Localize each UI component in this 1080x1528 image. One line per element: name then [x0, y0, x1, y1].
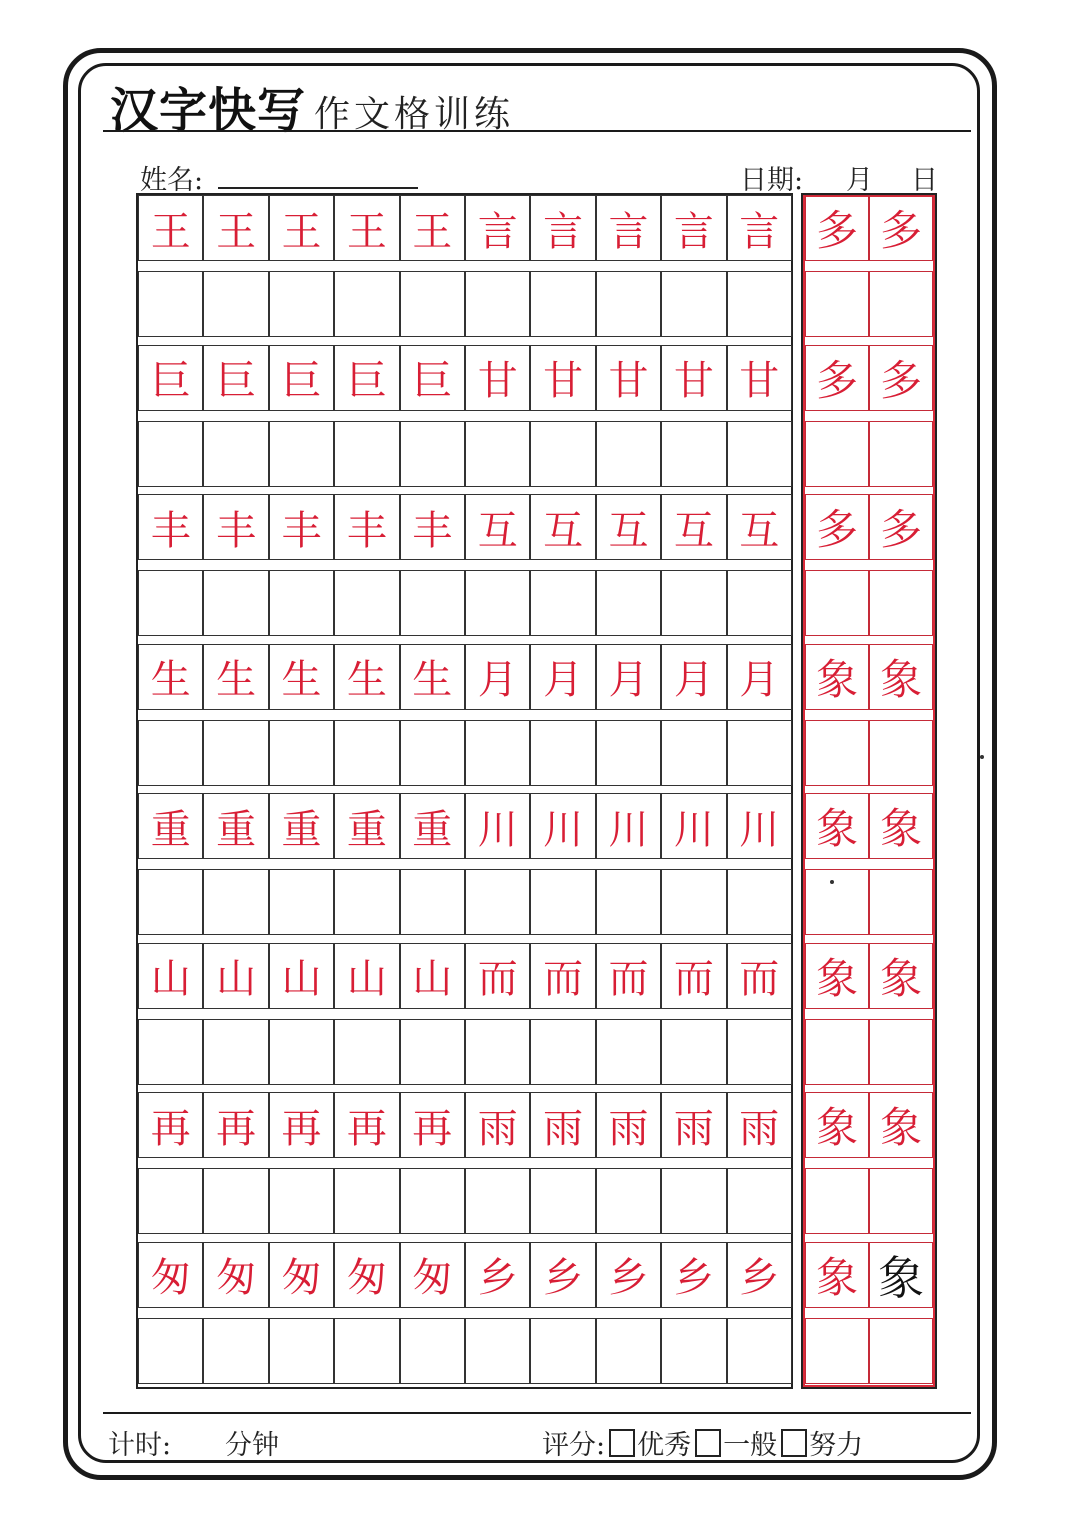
model-character-cell: 多	[805, 494, 869, 560]
practice-blank-cell[interactable]	[869, 271, 933, 337]
date-label: 日期:	[740, 165, 804, 196]
model-character-cell: 甘	[727, 345, 792, 411]
model-character-cell: 山	[334, 943, 399, 1009]
model-character-cell: 多	[869, 345, 933, 411]
page-subtitle: 作文格训练	[314, 94, 515, 135]
average-label: 一般	[723, 1430, 778, 1461]
model-character-cell: 再	[269, 1092, 334, 1158]
model-character-cell: 丰	[334, 494, 399, 560]
practice-blank-cell[interactable]	[869, 570, 933, 636]
model-character-cell: 重	[269, 793, 334, 859]
model-character-cell: 互	[465, 494, 530, 560]
model-character-cell: 重	[400, 793, 465, 859]
model-character-cell: 多	[805, 195, 869, 261]
practice-blank-cell[interactable]	[727, 1019, 792, 1085]
model-character-cell: 再	[334, 1092, 399, 1158]
model-character-cell: 乡	[727, 1242, 792, 1308]
excellent-label: 优秀	[637, 1430, 692, 1461]
model-character-cell: 象	[805, 793, 869, 859]
model-character-cell: 匆	[138, 1242, 203, 1308]
model-character-cell: 甘	[661, 345, 726, 411]
practice-blank-cell[interactable]	[530, 1168, 595, 1234]
practice-blank-cell[interactable]	[400, 271, 465, 337]
practice-blank-cell[interactable]	[269, 1019, 334, 1085]
model-character-cell: 山	[138, 943, 203, 1009]
practice-blank-cell[interactable]	[138, 1019, 203, 1085]
model-character-cell: 再	[203, 1092, 268, 1158]
practice-blank-cell[interactable]	[203, 421, 268, 487]
model-character-cell: 乡	[465, 1242, 530, 1308]
month-label: 月	[846, 165, 873, 196]
model-character-cell: 乡	[661, 1242, 726, 1308]
model-character-cell: 互	[530, 494, 595, 560]
practice-blank-cell[interactable]	[465, 720, 530, 786]
model-character-cell: 王	[269, 195, 334, 261]
model-character-cell: 甘	[596, 345, 661, 411]
model-character-cell: 象	[869, 943, 933, 1009]
model-character-cell: 丰	[400, 494, 465, 560]
practice-blank-cell[interactable]	[869, 1019, 933, 1085]
practice-blank-cell[interactable]	[138, 1168, 203, 1234]
practice-blank-cell[interactable]	[596, 1168, 661, 1234]
practice-blank-cell[interactable]	[727, 1318, 792, 1384]
practice-blank-cell[interactable]	[661, 271, 726, 337]
excellent-checkbox[interactable]	[609, 1429, 635, 1457]
practice-blank-cell[interactable]	[530, 421, 595, 487]
model-character-cell: 月	[465, 644, 530, 710]
practice-blank-cell[interactable]	[661, 570, 726, 636]
practice-blank-cell[interactable]	[727, 1168, 792, 1234]
practice-blank-cell[interactable]	[203, 869, 268, 935]
model-character-cell: 再	[138, 1092, 203, 1158]
model-character-cell: 言	[465, 195, 530, 261]
model-character-cell: 重	[334, 793, 399, 859]
practice-blank-cell[interactable]	[530, 271, 595, 337]
practice-blank-cell[interactable]	[596, 421, 661, 487]
practice-blank-cell[interactable]	[269, 1168, 334, 1234]
evaluation-label: 评分:	[542, 1430, 606, 1461]
practice-blank-cell[interactable]	[400, 1168, 465, 1234]
name-field-line[interactable]	[218, 187, 418, 189]
practice-blank-cell[interactable]	[805, 1318, 869, 1384]
practice-blank-cell[interactable]	[400, 869, 465, 935]
practice-blank-cell[interactable]	[727, 869, 792, 935]
model-character-cell: 生	[400, 644, 465, 710]
model-character-cell: 生	[269, 644, 334, 710]
practice-blank-cell[interactable]	[530, 570, 595, 636]
model-character-cell: 象	[805, 1092, 869, 1158]
practice-blank-cell[interactable]	[334, 421, 399, 487]
model-character-cell: 重	[203, 793, 268, 859]
model-character-cell: 山	[400, 943, 465, 1009]
practice-blank-cell[interactable]	[869, 1318, 933, 1384]
practice-blank-cell[interactable]	[869, 1168, 933, 1234]
footer-divider	[103, 1412, 971, 1414]
model-character-cell: 月	[727, 644, 792, 710]
model-character-cell: 月	[530, 644, 595, 710]
model-character-cell: 丰	[269, 494, 334, 560]
model-character-cell: 王	[203, 195, 268, 261]
model-character-cell: 言	[530, 195, 595, 261]
practice-blank-cell[interactable]	[727, 720, 792, 786]
model-character-cell: 生	[203, 644, 268, 710]
model-character-cell: 巨	[203, 345, 268, 411]
model-character-cell: 生	[138, 644, 203, 710]
practice-blank-cell[interactable]	[465, 1019, 530, 1085]
model-character-cell: 王	[334, 195, 399, 261]
model-character-cell: 川	[596, 793, 661, 859]
practice-blank-cell[interactable]	[269, 1318, 334, 1384]
practice-blank-cell[interactable]	[334, 1019, 399, 1085]
practice-blank-cell[interactable]	[334, 570, 399, 636]
model-character-cell: 重	[138, 793, 203, 859]
model-character-cell: 而	[465, 943, 530, 1009]
practice-blank-cell[interactable]	[334, 720, 399, 786]
practice-blank-cell[interactable]	[869, 720, 933, 786]
model-character-cell: 王	[138, 195, 203, 261]
practice-blank-cell[interactable]	[805, 1019, 869, 1085]
practice-blank-cell[interactable]	[203, 570, 268, 636]
model-character-cell: 川	[727, 793, 792, 859]
practice-blank-cell[interactable]	[869, 421, 933, 487]
practice-blank-cell[interactable]	[805, 1168, 869, 1234]
model-character-cell: 匆	[400, 1242, 465, 1308]
practice-blank-cell[interactable]	[661, 1019, 726, 1085]
average-checkbox[interactable]	[695, 1429, 721, 1457]
model-character-cell: 匆	[269, 1242, 334, 1308]
practice-blank-cell[interactable]	[530, 1318, 595, 1384]
practice-blank-cell[interactable]	[596, 869, 661, 935]
model-character-cell: 雨	[661, 1092, 726, 1158]
model-character-cell: 雨	[530, 1092, 595, 1158]
model-character-cell: 互	[661, 494, 726, 560]
model-character-cell: 丰	[138, 494, 203, 560]
practice-blank-cell[interactable]	[334, 1168, 399, 1234]
practice-blank-cell[interactable]	[465, 1168, 530, 1234]
model-character-cell: 象	[869, 1092, 933, 1158]
practice-blank-cell[interactable]	[805, 271, 869, 337]
model-character-cell: 月	[596, 644, 661, 710]
practice-blank-cell[interactable]	[334, 271, 399, 337]
model-character-cell: 互	[727, 494, 792, 560]
model-character-cell: 川	[530, 793, 595, 859]
practice-blank-cell[interactable]	[400, 1019, 465, 1085]
practice-blank-cell[interactable]	[269, 869, 334, 935]
model-character-cell: 巨	[400, 345, 465, 411]
practice-blank-cell[interactable]	[269, 570, 334, 636]
practice-blank-cell[interactable]	[269, 271, 334, 337]
practice-blank-cell[interactable]	[530, 869, 595, 935]
ink-speck	[980, 755, 984, 759]
practice-blank-cell[interactable]	[203, 1019, 268, 1085]
model-character-cell: 山	[269, 943, 334, 1009]
practice-blank-cell[interactable]	[334, 1318, 399, 1384]
model-character-cell: 互	[596, 494, 661, 560]
model-character-cell: 再	[400, 1092, 465, 1158]
model-character-cell: 乡	[596, 1242, 661, 1308]
practice-blank-cell[interactable]	[400, 421, 465, 487]
model-character-cell: 雨	[465, 1092, 530, 1158]
practice-blank-cell[interactable]	[596, 271, 661, 337]
timer-label: 计时:	[108, 1430, 172, 1461]
practice-blank-cell[interactable]	[138, 570, 203, 636]
model-character-cell: 象	[869, 644, 933, 710]
practice-blank-cell[interactable]	[530, 1019, 595, 1085]
practice-blank-cell[interactable]	[203, 1168, 268, 1234]
model-character-cell: 山	[203, 943, 268, 1009]
model-character-cell: 丰	[203, 494, 268, 560]
effort-label: 努力	[809, 1430, 864, 1461]
model-character-cell: 象	[869, 793, 933, 859]
practice-blank-cell[interactable]	[596, 570, 661, 636]
model-character-cell: 雨	[727, 1092, 792, 1158]
model-character-cell: 雨	[596, 1092, 661, 1158]
model-character-cell: 言	[596, 195, 661, 261]
day-label: 日	[911, 165, 938, 196]
practice-blank-cell[interactable]	[661, 421, 726, 487]
practice-blank-cell[interactable]	[661, 1168, 726, 1234]
model-character-cell: 多	[805, 345, 869, 411]
model-character-cell: 匆	[334, 1242, 399, 1308]
practice-blank-cell[interactable]	[334, 869, 399, 935]
model-character-cell: 而	[530, 943, 595, 1009]
practice-blank-cell[interactable]	[203, 720, 268, 786]
practice-blank-cell[interactable]	[465, 421, 530, 487]
model-character-cell: 匆	[203, 1242, 268, 1308]
model-character-cell: 川	[465, 793, 530, 859]
model-character-cell: 言	[661, 195, 726, 261]
practice-blank-cell[interactable]	[400, 1318, 465, 1384]
page-title: 汉字快写	[110, 83, 307, 139]
practice-blank-cell[interactable]	[727, 421, 792, 487]
practice-blank-cell[interactable]	[400, 570, 465, 636]
model-character-cell: 乡	[530, 1242, 595, 1308]
practice-blank-cell[interactable]	[596, 1019, 661, 1085]
model-character-cell: 象	[805, 943, 869, 1009]
practice-blank-cell[interactable]	[465, 271, 530, 337]
practice-blank-cell[interactable]	[805, 570, 869, 636]
model-character-cell: 王	[400, 195, 465, 261]
practice-blank-cell[interactable]	[727, 570, 792, 636]
model-character-cell: 象	[805, 644, 869, 710]
model-character-cell: 巨	[334, 345, 399, 411]
title-divider	[103, 130, 971, 132]
handwritten-character-cell: 象	[869, 1242, 933, 1308]
practice-blank-cell[interactable]	[203, 1318, 268, 1384]
ink-speck	[830, 880, 834, 884]
practice-blank-cell[interactable]	[138, 421, 203, 487]
model-character-cell: 甘	[530, 345, 595, 411]
minutes-label: 分钟	[225, 1430, 279, 1461]
evaluation-group	[542, 1423, 863, 1462]
practice-blank-cell[interactable]	[465, 869, 530, 935]
practice-blank-cell[interactable]	[661, 720, 726, 786]
practice-blank-cell[interactable]	[138, 1318, 203, 1384]
practice-blank-cell[interactable]	[596, 1318, 661, 1384]
practice-blank-cell[interactable]	[269, 421, 334, 487]
practice-blank-cell[interactable]	[805, 421, 869, 487]
model-character-cell: 川	[661, 793, 726, 859]
practice-blank-cell[interactable]	[465, 570, 530, 636]
model-character-cell: 月	[661, 644, 726, 710]
model-character-cell: 生	[334, 644, 399, 710]
model-character-cell: 多	[869, 494, 933, 560]
model-character-cell: 象	[805, 1242, 869, 1308]
name-label: 姓名:	[140, 165, 204, 196]
model-character-cell: 言	[727, 195, 792, 261]
practice-blank-cell[interactable]	[661, 1318, 726, 1384]
practice-blank-cell[interactable]	[869, 869, 933, 935]
model-character-cell: 而	[727, 943, 792, 1009]
practice-blank-cell[interactable]	[727, 271, 792, 337]
model-character-cell: 而	[661, 943, 726, 1009]
practice-blank-cell[interactable]	[203, 271, 268, 337]
model-character-cell: 甘	[465, 345, 530, 411]
model-character-cell: 巨	[138, 345, 203, 411]
model-character-cell: 多	[869, 195, 933, 261]
model-character-cell: 而	[596, 943, 661, 1009]
practice-blank-cell[interactable]	[269, 720, 334, 786]
practice-blank-cell[interactable]	[805, 869, 869, 935]
practice-blank-cell[interactable]	[805, 720, 869, 786]
practice-blank-cell[interactable]	[138, 271, 203, 337]
practice-blank-cell[interactable]	[465, 1318, 530, 1384]
model-character-cell: 巨	[269, 345, 334, 411]
practice-blank-cell[interactable]	[530, 720, 595, 786]
practice-blank-cell[interactable]	[661, 869, 726, 935]
practice-blank-cell[interactable]	[138, 869, 203, 935]
practice-blank-cell[interactable]	[400, 720, 465, 786]
practice-blank-cell[interactable]	[596, 720, 661, 786]
effort-checkbox[interactable]	[781, 1429, 807, 1457]
practice-blank-cell[interactable]	[138, 720, 203, 786]
